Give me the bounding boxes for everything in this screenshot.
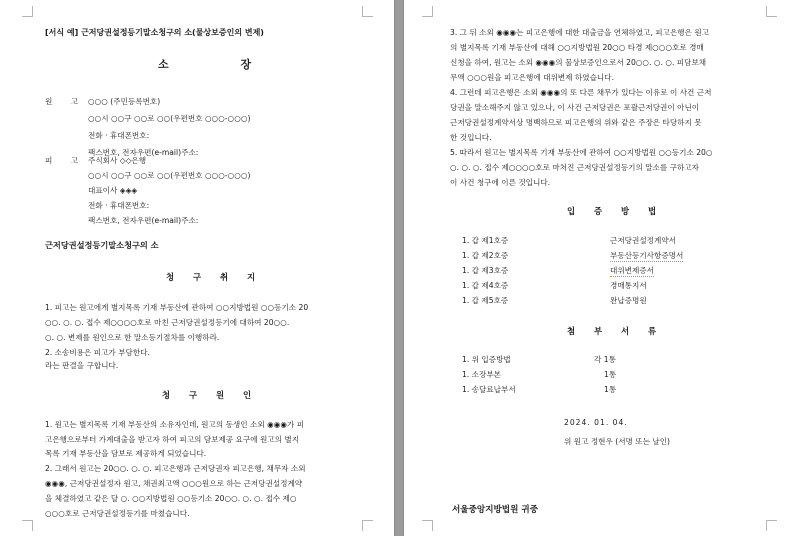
evidence-number: 1. 갑 제2호증 <box>462 251 509 260</box>
claim-cause-line: 5. 따라서 원고는 별지목록 기재 부동산에 관하여 ○○지방법원 ○○등기소 20○ <box>450 148 713 157</box>
claim-cause-line: ○○○호로 근저당권설정등기를 마쳤습니다. <box>45 509 190 518</box>
claim-cause-line: 2. 그래서 원고는 20○○. ○. ○. 피고은행과 근저당권자 피고은행, 채무자 소외 <box>45 464 306 473</box>
attachment-name: 1. 위 입증방법 <box>462 355 511 364</box>
evidence-number: 1. 갑 제5호증 <box>462 296 509 305</box>
document-page-left <box>0 0 394 536</box>
evidence-number: 1. 갑 제1호증 <box>462 236 509 245</box>
attachment-count: 1통 <box>604 370 617 379</box>
claim-purpose-line: ○○. ○. ○. 접수 제○○○○호로 마친 근저당권설정등기에 대하여 20○○. <box>45 318 290 327</box>
claim-cause-line: 의 별지목록 기재 부동산에 대해 ○○지방법원 20○○ 타경 제○○○호로 경매 <box>450 43 704 52</box>
page-corner-mark <box>422 6 433 17</box>
claim-cause-line: 1. 원고는 별지목록 기재 부동산의 소유자인데, 원고의 동생인 소외 ◉◉◉가 피 <box>45 420 305 429</box>
attachment-name: 1. 송달료납부서 <box>462 385 516 394</box>
claim-cause-line: 3. 그 뒤 소외 ◉◉◉는 피고은행에 대한 대출금을 연체하였고, 피고은행은 원고 <box>450 28 710 37</box>
attachment-name: 1. 소장부본 <box>462 370 502 379</box>
claim-purpose-line: 2. 소송비용은 피고가 부담한다. <box>45 348 150 357</box>
claim-purpose-line: 라는 판결을 구합니다. <box>45 361 119 370</box>
claim-cause-line: 당권을 말소해주지 않고 있으나, 이 사건 근저당권은 포괄근저당권이 아닌이 <box>450 103 700 112</box>
document-title: 소 장 <box>158 58 286 71</box>
attachment-count: 각 1통 <box>594 355 616 364</box>
evidence-document: 완납증명원 <box>610 296 647 305</box>
defendant-fax: 팩스번호, 전자우편(e-mail)주소: <box>88 216 199 225</box>
claim-purpose-line: ○. ○. 변제를 원인으로 한 말소등기절차를 이행하라. <box>45 333 220 342</box>
form-header: [서식 예] 근저당권설정등기말소청구의 소(물상보증인의 변제) <box>45 28 264 37</box>
plaintiff-role: 원 고 <box>45 97 87 106</box>
page-corner-mark <box>362 6 373 17</box>
page-corner-mark <box>422 520 433 531</box>
claim-cause-line: 고은행으로부터 가계대출을 받고자 하여 피고의 담보제공 요구에 원고의 별지 <box>45 435 300 444</box>
page-corner-mark <box>22 6 33 17</box>
document-page-right <box>404 0 800 536</box>
attachments-heading: 첨 부 서 류 <box>567 326 665 336</box>
page-corner-mark <box>766 520 777 531</box>
signer-line: 위 원고 정현우 (서명 또는 날인) <box>564 437 671 446</box>
evidence-number: 1. 갑 제4호증 <box>462 281 509 290</box>
claim-purpose-heading: 청 구 취 지 <box>166 272 264 282</box>
claim-cause-line: 4. 그런데 피고은행은 소외 ◉◉◉의 또 다른 채무가 있다는 이유로 이 사건 근저 <box>450 88 712 97</box>
claim-cause-heading: 청 구 원 인 <box>162 390 260 400</box>
filing-date: 2024. 01. 04. <box>564 418 628 427</box>
claim-cause-line: 목록 기재 부동산을 담보로 제공하게 되었습니다. <box>45 449 207 458</box>
page-corner-mark <box>22 520 33 531</box>
defendant-name: 주식회사 ◇◇은행 <box>88 156 147 165</box>
claim-cause-line: 신청을 하여, 원고는 소외 ◉◉◉의 물상보증인으로서 20○○. ○. ○. 피담보채 <box>450 58 707 67</box>
plaintiff-phone: 전화 · 휴대폰번호: <box>88 131 150 140</box>
plaintiff-fax: 팩스번호, 전자우편(e-mail)주소: <box>88 148 199 157</box>
evidence-document: 경매통지서 <box>610 281 647 290</box>
plaintiff-address: ○○시 ○○구 ○○로 ○○(우편번호 ○○○-○○○) <box>88 114 251 123</box>
page-corner-mark <box>766 6 777 17</box>
case-name: 근저당권설정등기말소청구의 소 <box>45 240 159 250</box>
claim-cause-line: ◉◉◉, 근저당권설정자 원고, 채권최고액 ○○○원으로 하는 근저당권설정계약 <box>45 479 303 488</box>
evidence-document: 근저당권설정계약서 <box>610 236 677 245</box>
attachment-count: 1통 <box>604 385 617 394</box>
claim-cause-line: 을 체결하였고 같은 달 ○. ○○지방법원 ○○등기소 20○○. ○. ○. 접수 제○ <box>45 494 297 503</box>
defendant-representative: 대표이사 ◈◈◈ <box>88 186 138 195</box>
plaintiff-name: ○○○ (주민등록번호) <box>88 97 161 106</box>
evidence-number: 1. 갑 제3호증 <box>462 266 509 275</box>
claim-purpose-line: 1. 피고는 원고에게 별지목록 기재 부동산에 관하여 ○○지방법원 ○○등기소 20 <box>45 303 309 312</box>
page-corner-mark <box>362 520 373 531</box>
defendant-address: ○○시 ○○구 ○○로 ○○(우편번호 ○○○-○○○) <box>88 171 251 180</box>
defendant-role: 피 고 <box>45 156 87 165</box>
defendant-phone: 전화 · 휴대폰번호: <box>88 201 150 210</box>
claim-cause-line: 한 것입니다. <box>450 133 492 142</box>
court-name: 서울중앙지방법원 귀중 <box>452 505 539 515</box>
claim-cause-line: ○. ○. ○. 접수 제○○○○호로 마쳐진 근저당권설정등기의 말소를 구하고자 <box>450 163 699 172</box>
evidence-heading: 입 증 방 법 <box>567 206 665 216</box>
claim-cause-line: 근저당권설정계약서상 명백하므로 피고은행의 위와 같은 주장은 타당하지 못 <box>450 118 702 127</box>
claim-cause-line: 이 사건 청구에 이른 것입니다. <box>450 178 551 187</box>
page-gutter <box>394 0 404 536</box>
evidence-document: 부동산등기사항증명서 <box>610 251 684 260</box>
claim-cause-line: 무액 ○○○원을 피고은행에 대위변제 하였습니다. <box>450 73 614 82</box>
evidence-document: 대위변제증서 <box>610 266 655 275</box>
